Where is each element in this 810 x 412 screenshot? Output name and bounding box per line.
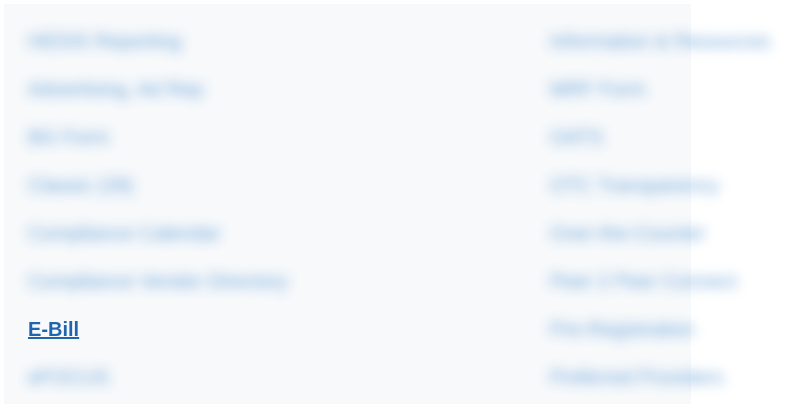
link-over-the-counter[interactable]: Over-the-Counter — [550, 223, 706, 245]
link-efocus[interactable]: eFOCUS — [28, 367, 110, 389]
list-item — [550, 76, 810, 124]
link-column-right — [550, 28, 810, 412]
list-item — [550, 364, 810, 412]
link-mrf-form[interactable]: MRF Form — [550, 79, 646, 101]
list-item — [28, 124, 448, 172]
list-item — [550, 28, 810, 76]
list-item — [28, 316, 448, 364]
link-compliance-vendor-directory[interactable]: Compliance Vendor Directory — [28, 271, 289, 293]
link-classic[interactable]: Classic (28) — [28, 175, 134, 197]
list-item — [550, 124, 810, 172]
list-item — [28, 268, 448, 316]
link-compliance-calendar[interactable]: Compliance Calendar — [28, 223, 221, 245]
link-e-bill[interactable]: E-Bill — [28, 319, 80, 341]
link-peer-2-peer[interactable]: Peer 2 Peer Connect — [550, 271, 737, 293]
list-item — [28, 220, 448, 268]
list-item — [550, 316, 810, 364]
link-bg-form[interactable]: BG Form — [28, 127, 110, 149]
list-item — [28, 76, 448, 124]
list-item — [550, 268, 810, 316]
link-advertising[interactable]: Advertising, Ad Rep — [28, 79, 204, 101]
list-item — [550, 172, 810, 220]
link-information-resources[interactable]: Information & Resources — [550, 31, 771, 53]
link-preferred-providers[interactable]: Preferred Providers — [550, 367, 724, 389]
list-item — [28, 364, 448, 412]
list-item — [550, 220, 810, 268]
link-hedis-reporting[interactable]: HEDIS Reporting — [28, 31, 182, 53]
link-column-left — [28, 28, 448, 412]
list-item — [28, 172, 448, 220]
link-pre-registration[interactable]: Pre-Registration — [550, 319, 695, 341]
list-item — [28, 28, 448, 76]
link-oats[interactable]: OATS — [550, 127, 603, 149]
link-otc-transparency[interactable]: OTC Transparency — [550, 175, 719, 197]
link-directory-panel — [4, 4, 771, 404]
